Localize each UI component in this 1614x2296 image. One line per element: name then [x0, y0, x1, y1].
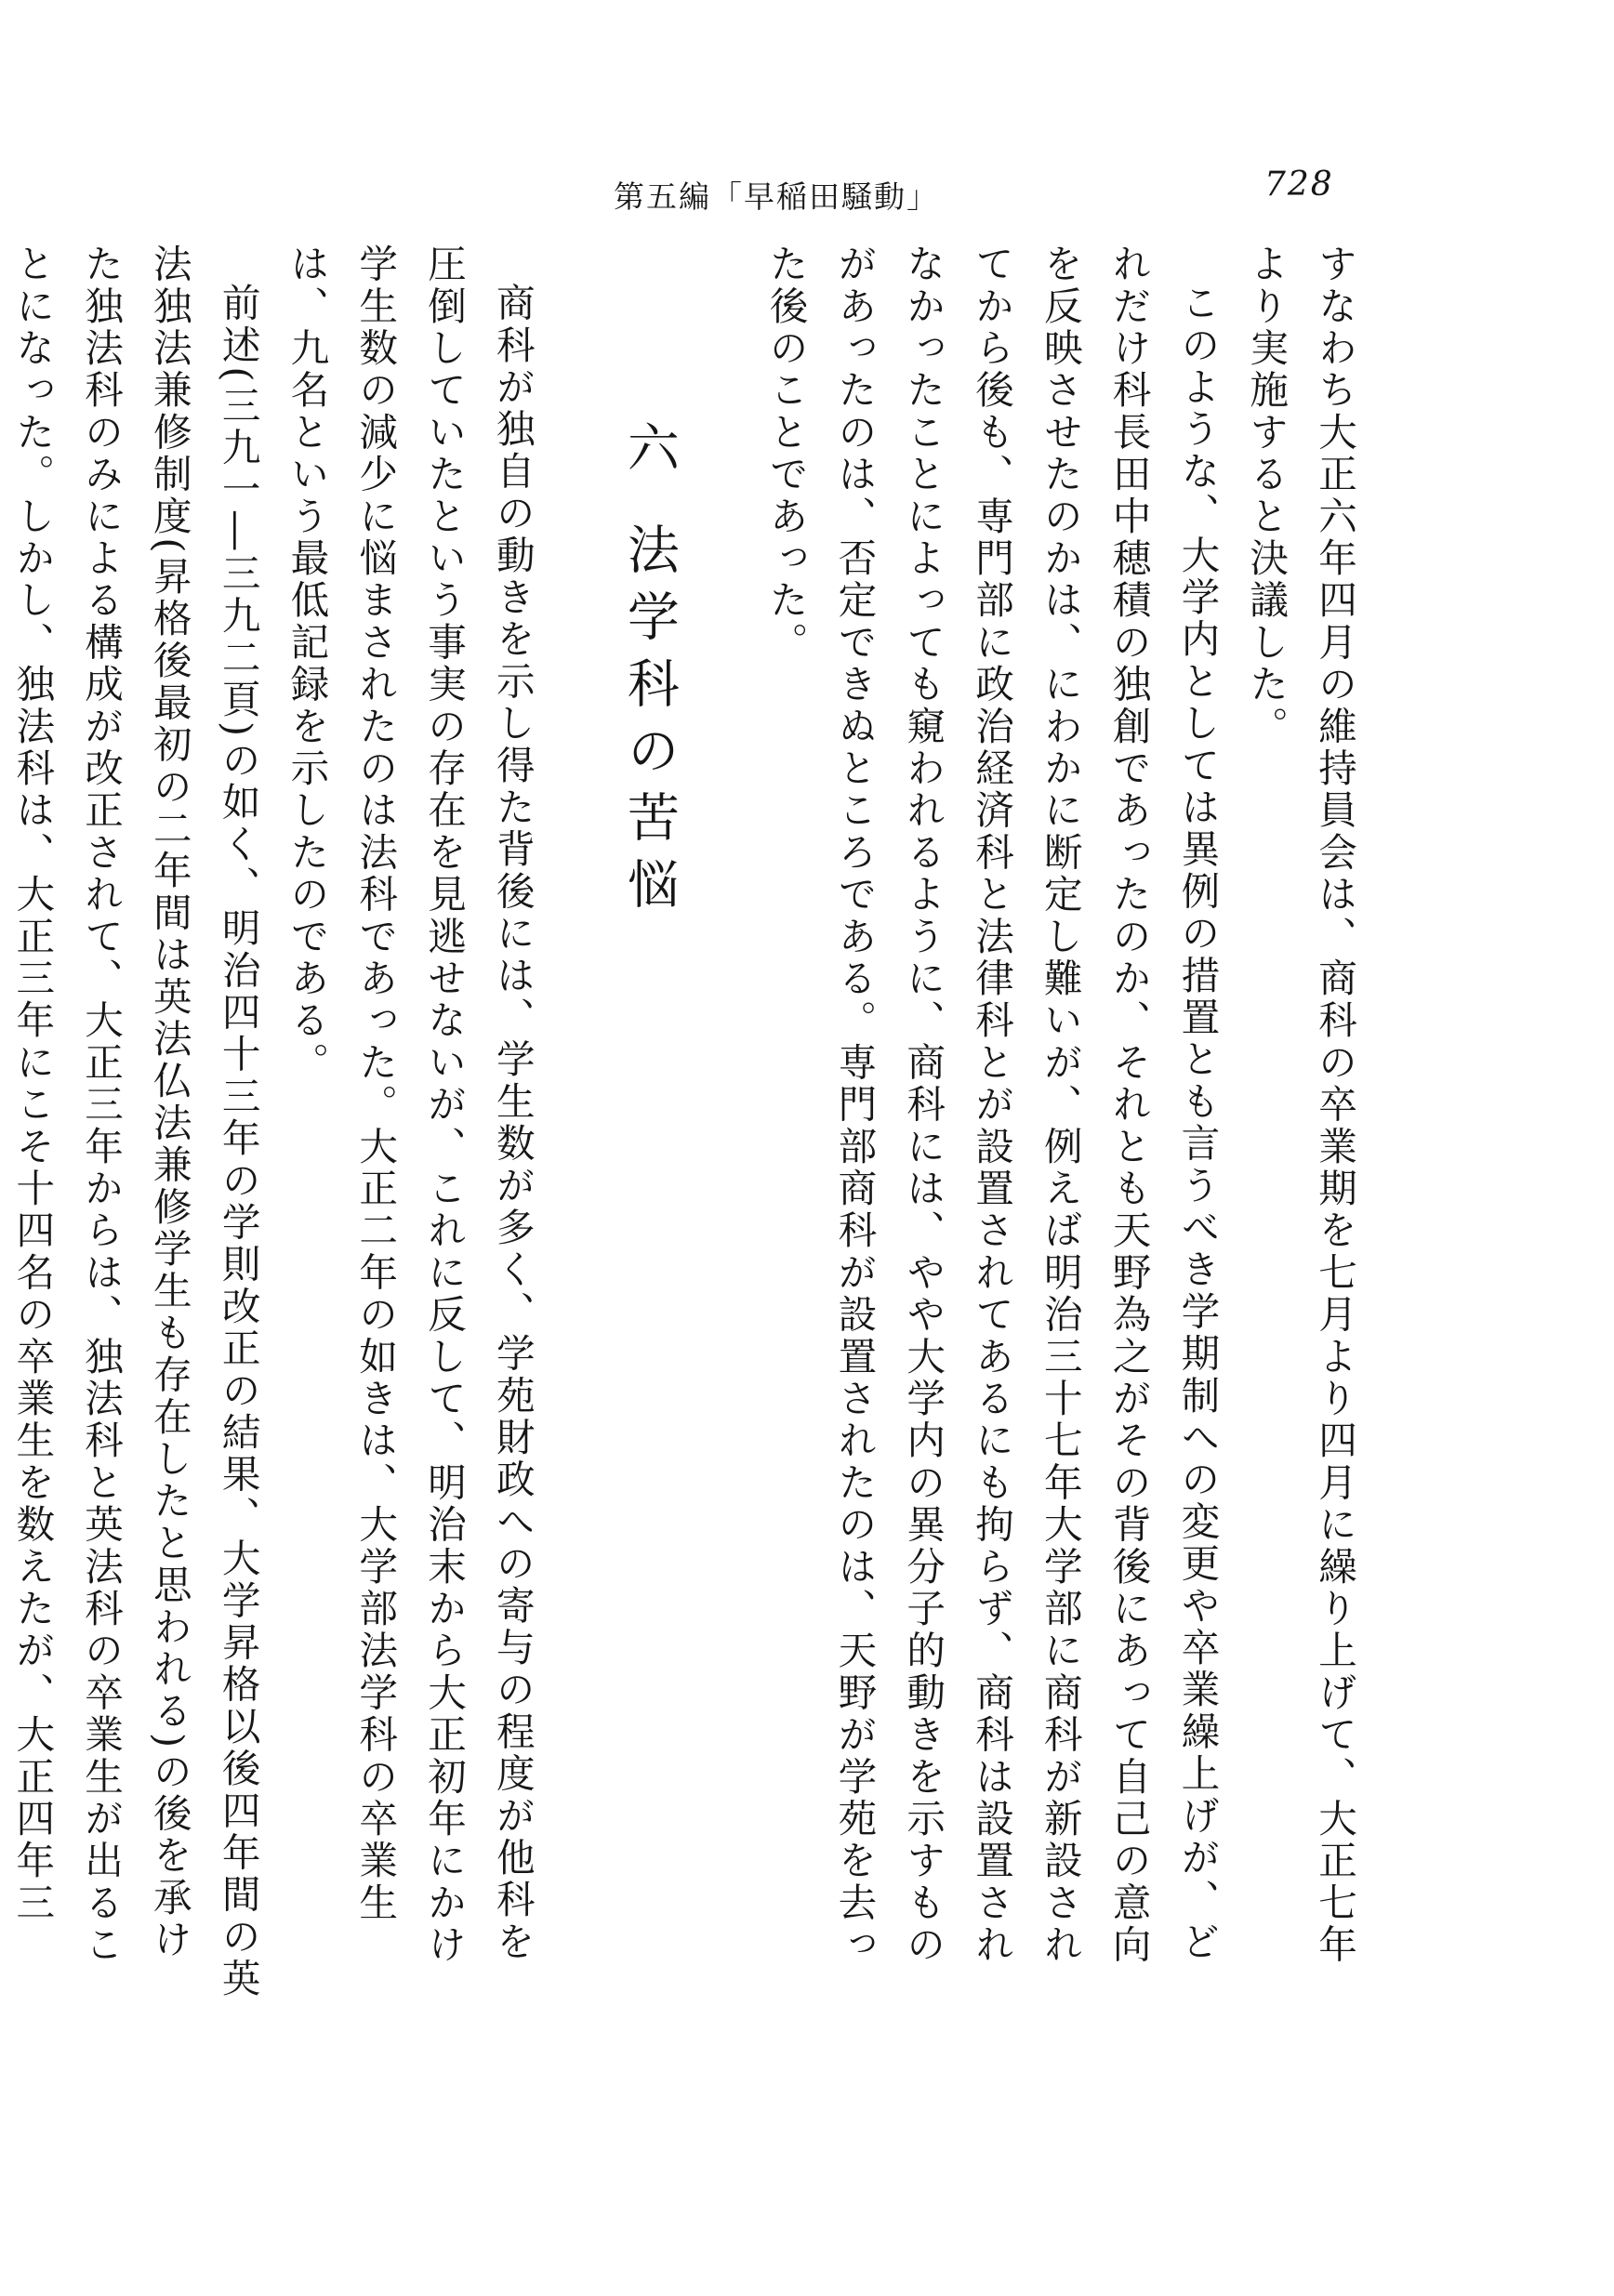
paragraph: このような、大学内としては異例の措置とも言うべき学期制への変更や卒業繰上げが、どれだけ科長田中穂積の独創であったのか、それとも天野為之がその背後にあって自己の意向を反映させたのかは、にわかに断定し難いが、例えば明治三十七年大学部に商科が新設されてから後も、専門部に政治経済科と法律科とが設置されてあるにも拘らず、商科は設置されなかったことによっても窺われるように、商科には、やや大学内の異分子的動きを示すものがあったのは、否定できぬところである。専門部商科が設置されたのは、天野が学苑を去った後のことであった。: [762, 244, 1221, 1967]
page-number: 728: [1264, 165, 1334, 204]
section-number: 六: [618, 420, 680, 487]
section-title: 法学科の苦悩: [618, 522, 680, 924]
body-text: [0, 244, 1369, 2000]
section-heading: [547, 244, 751, 2000]
paragraph: 商科が独自の動きを示し得た背後には、学生数が多く、学苑財政への寄与の程度が他科を圧倒していたという事実の存在を見逃せないが、これに反して、明治末から大正初年にかけ学生数の減少に悩まされたのは法科であった。大正二年の如きは、大学部法学科の卒業生は、九名という最低記録を示したのである。: [284, 244, 536, 1967]
running-header: 第五編「早稲田騒動」: [614, 178, 939, 215]
paragraph: 前述(三九一―三九二頁)の如く、明治四十三年の学則改正の結果、大学昇格以後四年間の英法独法兼修制度(昇格後最初の二年間は英法仏法兼修学生も存在したと思われる)の後を承けた独法科のみによる構成が改正されて、大正三年からは、独法科と英法科の卒業生が出ることになった。しかし、独法科は、大正三年にこそ十四名の卒業生を数えたが、大正四年三: [9, 244, 261, 2000]
paragraph-continuation: すなわち大正六年四月の維持員会は、商科の卒業期を七月より四月に繰り上げて、大正七年より実施すると決議した。: [1243, 244, 1357, 1967]
